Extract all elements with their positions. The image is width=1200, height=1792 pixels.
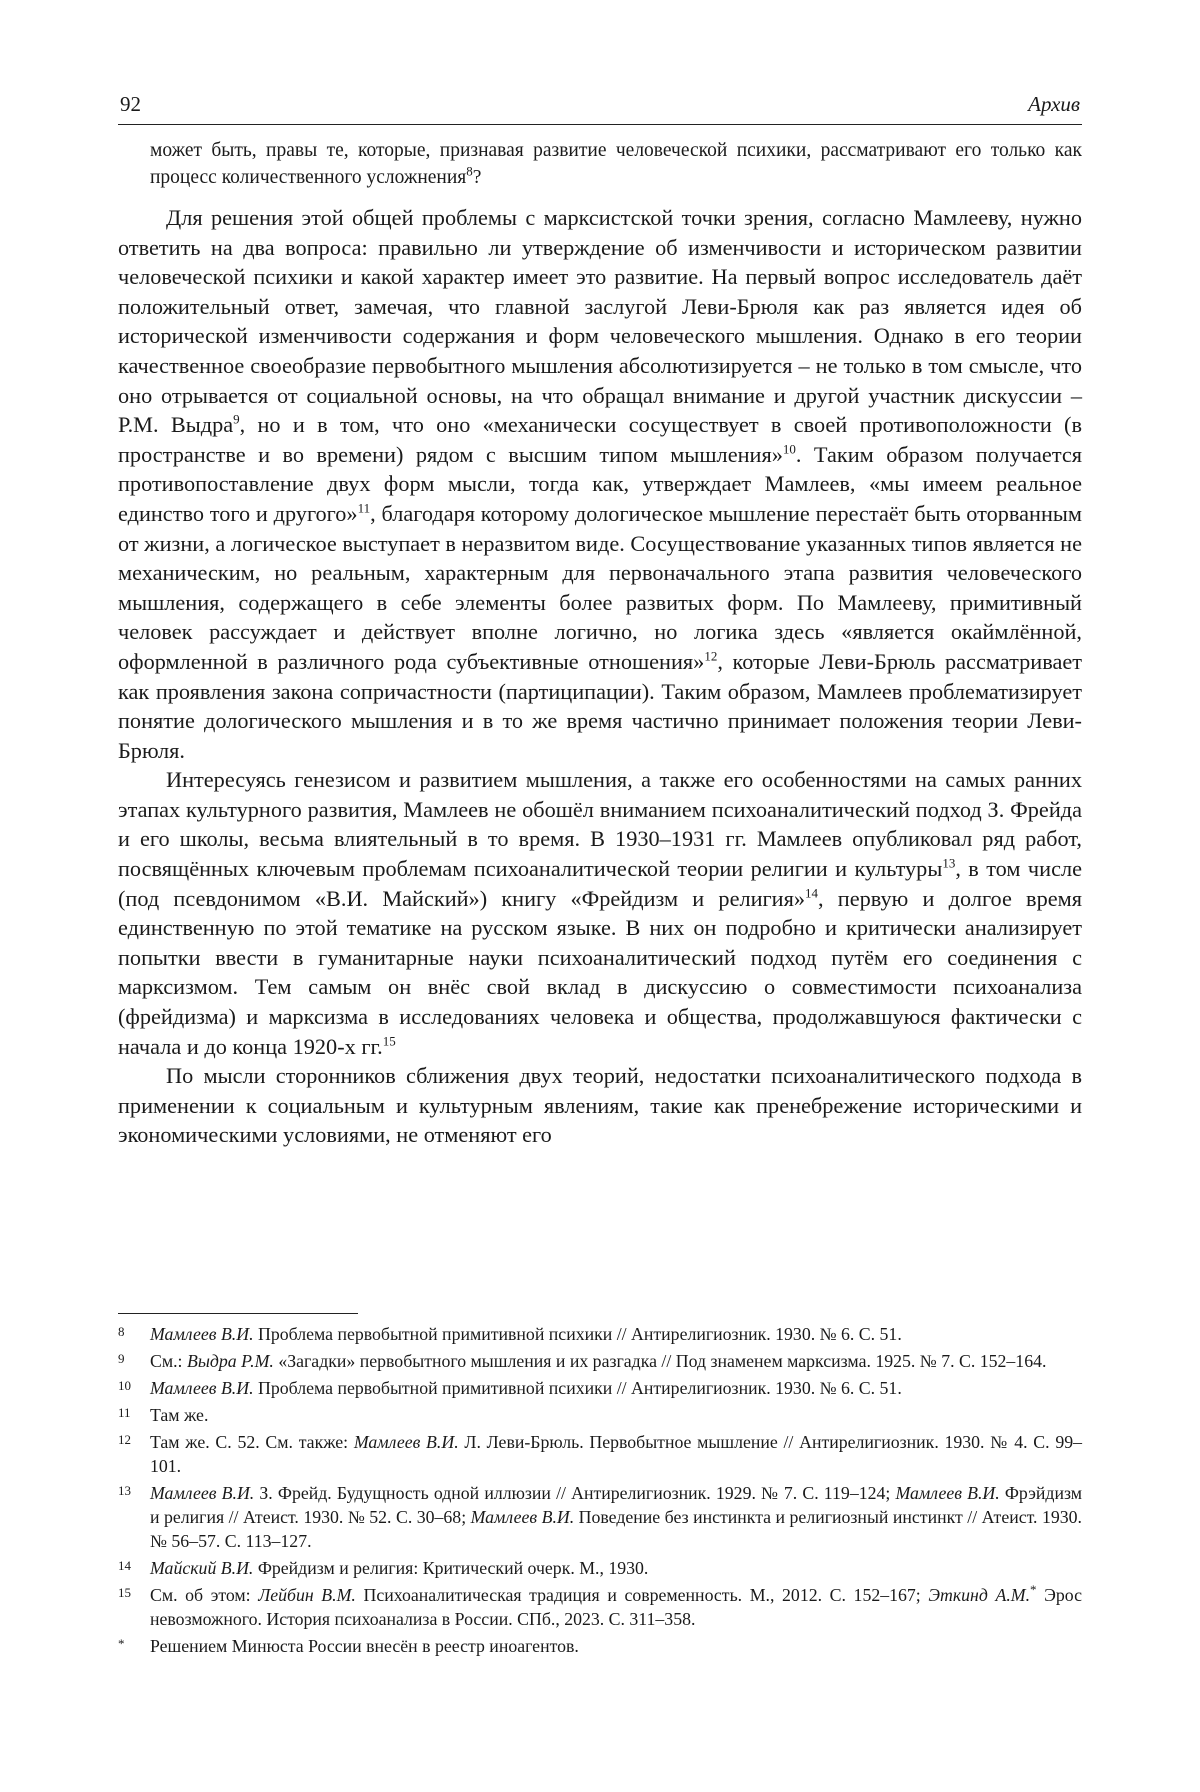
footnote-ref[interactable]: 9 xyxy=(233,411,240,427)
paragraph: По мысли сторонников сближения двух теорий, недостатки психоаналитического подхода в применении к социальным и культурным явлениям, такие как пренебрежение историческими и экономическими условиями, не отменяют его xyxy=(118,1063,1082,1148)
footnote-number: 10 xyxy=(118,1378,131,1393)
journal-title: Архив xyxy=(1028,92,1080,116)
footnote-ref[interactable]: 12 xyxy=(704,648,718,664)
footnote: 15 См. об этом: Лейбин В.М. Психоаналитическая традиция и современность. М., 2012. С. 152–167; Эткинд А.М.* Эрос невозможного. История психоанализа в России. СПб., 2023. С. 311–358. xyxy=(118,1582,1082,1629)
footnote-number: 13 xyxy=(118,1483,131,1498)
footnotes xyxy=(118,1322,1082,1661)
footnote-number: 9 xyxy=(118,1351,125,1366)
footnote-ref[interactable]: 8 xyxy=(466,163,473,179)
footnote-number: 12 xyxy=(118,1432,131,1447)
footnote-divider xyxy=(118,1313,358,1314)
footnote: 14 Майский В.И. Фрейдизм и религия: Критический очерк. М., 1930. xyxy=(118,1556,1082,1580)
footnote: 12 Там же. С. 52. См. также: Мамлеев В.И. Л. Леви-Брюль. Первобытное мышление // Антирелигиозник. 1930. № 4. С. 99–101. xyxy=(118,1430,1082,1478)
paragraph: Интересуясь генезисом и развитием мышления, а также его особенностями на самых ранних этапах культурного развития, Мамлеев не обошёл вниманием психоаналитический подход З. Фрейда и его школы, весьма влиятельный в то время. В 1930–1931 гг. Мамлеев опубликовал ряд работ, посвящённых ключевым проблемам психоаналитической теории религии и культуры$^{13}$, в том числе (под псевдонимом «В.И. Майский») книгу «Фрейдизм и религия»$^{14}$, первую и долгое время единственную по этой тематике на русском языке. В них он подробно и критически анализирует попытки ввести в гуманитарные науки психоаналитический подход путём его соединения с марксизмом. Тем самым он внёс свой вклад в дискуссию о совместимости психоанализа (фрейдизма) и марксизма в исследованиях человека и общества, продолжавшуюся фактически с начала и до конца 1920-х гг.$^{15}$ xyxy=(118,767,1082,1059)
page-number: 92 xyxy=(120,92,141,116)
paragraph: Для решения этой общей проблемы с марксистской точки зрения, согласно Мамлееву, нужно ответить на два вопроса: правильно ли утверждение об изменчивости и историческом развитии человеческой психики и какой характер имеет это развитие. На первый вопрос исследователь даёт положительный ответ, замечая, что главной заслугой Леви-Брюля как раз является идея об исторической изменчивости содержания и форм человеческого мышления. Однако в его теории качественное своеобразие первобытного мышления абсолютизируется – не только в том смысле, что оно отрывается от социальной основы, на что обращал внимание и другой участник дискуссии – Р.М. Выдра$^9$, но и в том, что оно «механически сосуществует в своей противоположности (в пространстве и во времени) рядом с высшим типом мышления»$^{10}$. Таким образом получается противопоставление двух форм мысли, тогда как, утверждает Мамлеев, «мы имеем реальное единство того и другого»$^{11}$, благодаря которому дологическое мышление перестаёт быть оторванным от жизни, а логическое выступает в неразвитом виде. Сосуществование указанных типов является не механическим, но реальным, характерным для первоначального этапа развития человеческого мышления, содержащего в себе элементы более развитых форм. По Мамлееву, примитивный человек рассуждает и действует вполне логично, но логика здесь «является окаймлённой, оформленной в различного рода субъективные отношения»$^{12}$, которые Леви-Брюль рассматривает как проявления закона сопричастности (партиципации). Таким образом, Мамлеев проблематизирует понятие дологического мышления и в то же время частично принимает положения теории Леви-Брюля. xyxy=(118,205,1083,763)
footnote-ref[interactable]: 10 xyxy=(782,441,796,457)
footnote-number: 14 xyxy=(118,1558,131,1573)
footnote-number: 15 xyxy=(118,1585,131,1600)
footnote-ref[interactable]: 15 xyxy=(382,1033,396,1049)
footnote: * Решением Минюста России внесён в реестр иноагентов. xyxy=(118,1634,1082,1658)
footnote-number: 8 xyxy=(118,1324,125,1339)
footnote-number: * xyxy=(118,1636,125,1651)
footnote: 11 Там же. xyxy=(118,1403,1082,1427)
footnote: 13 Мамлеев В.И. З. Фрейд. Будущность одной иллюзии // Антирелигиозник. 1929. № 7. С. 119–124; Мамлеев В.И. Фрэйдизм и религия // Атеист. 1930. № 52. С. 30–68; Мамлеев В.И. Поведение без инстинкта и религиозный инстинкт // Атеист. 1930. № 56–57. С. 113–127. xyxy=(118,1481,1082,1553)
running-header xyxy=(118,92,1082,125)
footnote-ref[interactable]: 13 xyxy=(942,855,956,871)
footnote-ref[interactable]: 14 xyxy=(805,885,819,901)
footnote-ref[interactable]: 11 xyxy=(357,500,371,516)
footnote: 8 Мамлеев В.И. Проблема первобытной примитивной психики // Антирелигиозник. 1930. № 6. С. 51. xyxy=(118,1322,1082,1346)
footnote: 10 Мамлеев В.И. Проблема первобытной примитивной психики // Антирелигиозник. 1930. № 6. С. 51. xyxy=(118,1376,1082,1400)
body-text xyxy=(118,137,1082,1150)
footnote-number: 11 xyxy=(118,1405,131,1420)
block-quote: может быть, правы те, которые, признавая развитие человеческой психики, рассматривают его только как процесс количественного усложнения$^8$? xyxy=(150,140,1082,188)
footnote: 9 См.: Выдра Р.М. «Загадки» первобытного мышления и их разгадка // Под знаменем марксизма. 1925. № 7. С. 152–164. xyxy=(118,1349,1082,1373)
